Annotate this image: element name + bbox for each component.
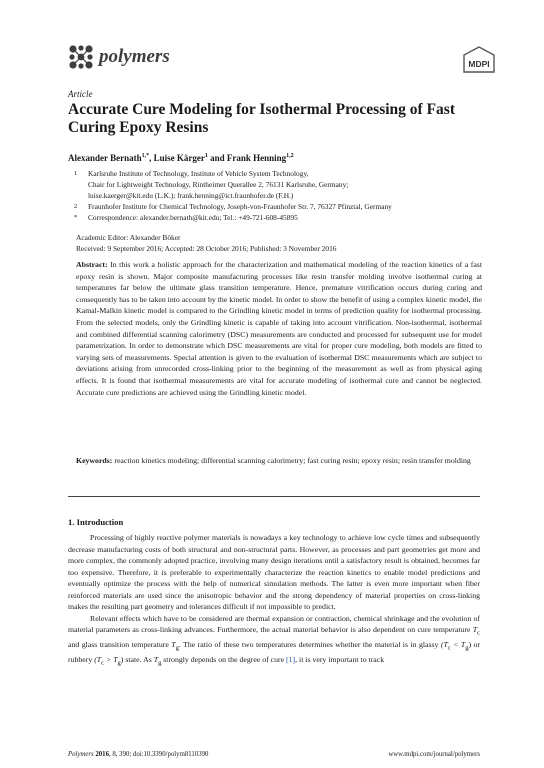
author-name: Luise Kärger [153,153,205,163]
keywords-text: reaction kinetics modeling; differential scanning calorimetry; fast curing resin; epoxy resin; resin transfer molding [114,456,471,465]
academic-editor: Academic Editor: Alexander Böker [76,233,181,242]
author-name: Alexander Bernath [68,153,142,163]
math-subscript: c [447,644,451,652]
section-divider [68,496,480,497]
author-affiliation-mark: 1 [204,153,208,159]
keywords-label: Keywords: [76,456,113,465]
affiliations [68,168,508,223]
math-inline [94,655,124,667]
text-run: Relevant effects which have to be considered are thermal expansion or contraction, chemical shrinkage and the evolution of material parameters as cross-linking advances. Furthermore, the actual material behavior is also dependent on cure temperature [68,613,480,634]
author-affiliation-mark: 1,* [141,153,150,159]
author-affiliation-mark: 1,2 [286,153,294,159]
correspondence [68,212,508,223]
math-subscript: g [117,659,121,667]
math-inline [440,640,472,652]
affiliation-1 [68,168,508,201]
affiliation-line: Chair for Lightweight Technology, Rintheimer Querallee 2, 76131 Karlsruhe, Germany; [88,180,349,189]
affiliation-line: Karlsruhe Institute of Technology, Institute of Vehicle System Technology, [88,169,309,178]
author-separator: and [207,153,227,163]
text-run: or rubbery [68,640,480,665]
abstract [76,259,482,398]
affiliation-line: Fraunhofer Institute for Chemical Technology, Joseph-von-Fraunhofer Str. 7, 76327 Pfinztal, Germany [88,202,392,211]
text-run: and glass transition temperature [68,640,172,650]
text-run: strongly depends on the degree of cure [161,655,287,665]
math-symbol: (T [440,640,448,650]
math-subscript: c [101,659,105,667]
math-symbol: < T [450,640,466,650]
math-symbol: ) [468,640,472,650]
introduction-body [68,532,480,669]
math-symbol: (T [94,655,102,665]
editorial-info [76,232,336,254]
math-subscript: g [158,659,162,667]
journal-name: polymers [99,46,170,67]
math-symbol: T [472,625,478,634]
math-subscript: c [477,629,480,637]
svg-text:MDPI: MDPI [468,59,490,69]
text-run: . The ratio of these two temperatures determines whether the material is in glassy [178,640,441,650]
citation-link[interactable]: [1] [286,655,296,665]
affiliation-mark: 2 [74,203,78,210]
abstract-text: In this work a holistic approach for the characterization and mathematical modeling of the reaction kinetics of a fast epoxy resin is shown. Major composite manufacturing processes like resin transfer molding involve isothermal curing at temperatures far below the ultimate glass transition temperature. Hence, premature vitrification occurs during curing and consequently has to be taken into account by the kinetic model. In order to show the benefit of using a complex kinetic model, the Kamal-Malkin kinetic model is compared to the Grindling kinetic model in terms of prediction quality for isothermal processing. From the selected models, only the Grindling kinetic is capable of taking into account vitrification. Non-isothermal, isothermal and combined differential scanning calorimetry (DSC) measurements are conducted and processed for subsequent use for model parametrization. In order to demonstrate which DSC measurements are vital for proper cure modeling, both models are fitted to varying sets of measurements. Special attention is given to the evaluation of isothermal DSC measurements which are subject to deviations arising from unrecorded cross-linking prior to the beginning of the measurement as well as from physical aging effects. It is found that isothermal measurements are vital for accurate modeling of isothermal cure and cannot be neglected. Accurate cure predictions are achieved using the Grindling kinetic model. [76,260,482,397]
text-run: , it is very important to track [295,655,385,665]
affiliation-mark: 1 [74,170,78,177]
article-title: Accurate Cure Modeling for Isothermal Processing of Fast Curing Epoxy Resins [68,101,456,136]
affiliation-2 [68,201,508,212]
correspondence-mark: * [74,214,78,221]
polymers-logo-icon [68,44,94,70]
math-symbol: ) [120,655,124,665]
footer-journal: Polymers [68,751,94,758]
math-symbol: T [153,655,159,665]
footer-citation [68,751,208,758]
keywords [76,455,482,467]
math-subscript: g [465,644,469,652]
abstract-label: Abstract: [76,260,108,269]
author-separator: , [149,153,154,163]
section-heading: 1. Introduction [68,517,124,527]
affiliation-line: luise.kaerger@kit.edu (L.K.); frank.henning@ict.fraunhofer.de (F.H.) [88,191,294,200]
article-type: Article [68,89,93,99]
publication-dates: Received: 9 September 2016; Accepted: 28 October 2016; Published: 3 November 2016 [76,244,337,253]
footer-url[interactable]: www.mdpi.com/journal/polymers [388,751,480,758]
footer-volume-doi: , 8, 390; doi:10.3390/polym8110390 [108,751,209,758]
author-name: Frank Henning [226,153,287,163]
correspondence-line: Correspondence: alexander.bernath@kit.edu; Tel.: +49-721-608-45895 [88,213,298,222]
paragraph: Processing of highly reactive polymer materials is nowadays a key technology to achieve low cycle times and subsequently decrease manufacturing costs of both structural and non-structural parts. However, as processes and part geometries get more and more complex, the commonly adopted practice, involving many design iterations until a satisfactory result is obtained, becomes far too expensive. Therefore, it is preferable to experimentally characterize the reaction kinetics to enable model predictions and eventually optimize the process with the help of numerical simulation methods. The latter is even more important when fiber reinforced materials are used since the anisotropic behavior and the strong dependency of material properties on cross-linking makes the resulting part geometry and tolerances difficult if not impossible to predict. [68,533,480,611]
mdpi-logo [462,46,496,74]
math-symbol: T [171,640,176,650]
footer-year: 2016 [95,751,109,758]
paragraph [68,613,480,670]
math-symbol: > T [104,655,118,665]
author-list [68,153,294,163]
text-run: state. As [123,655,154,665]
math-subscript: g [175,644,179,652]
